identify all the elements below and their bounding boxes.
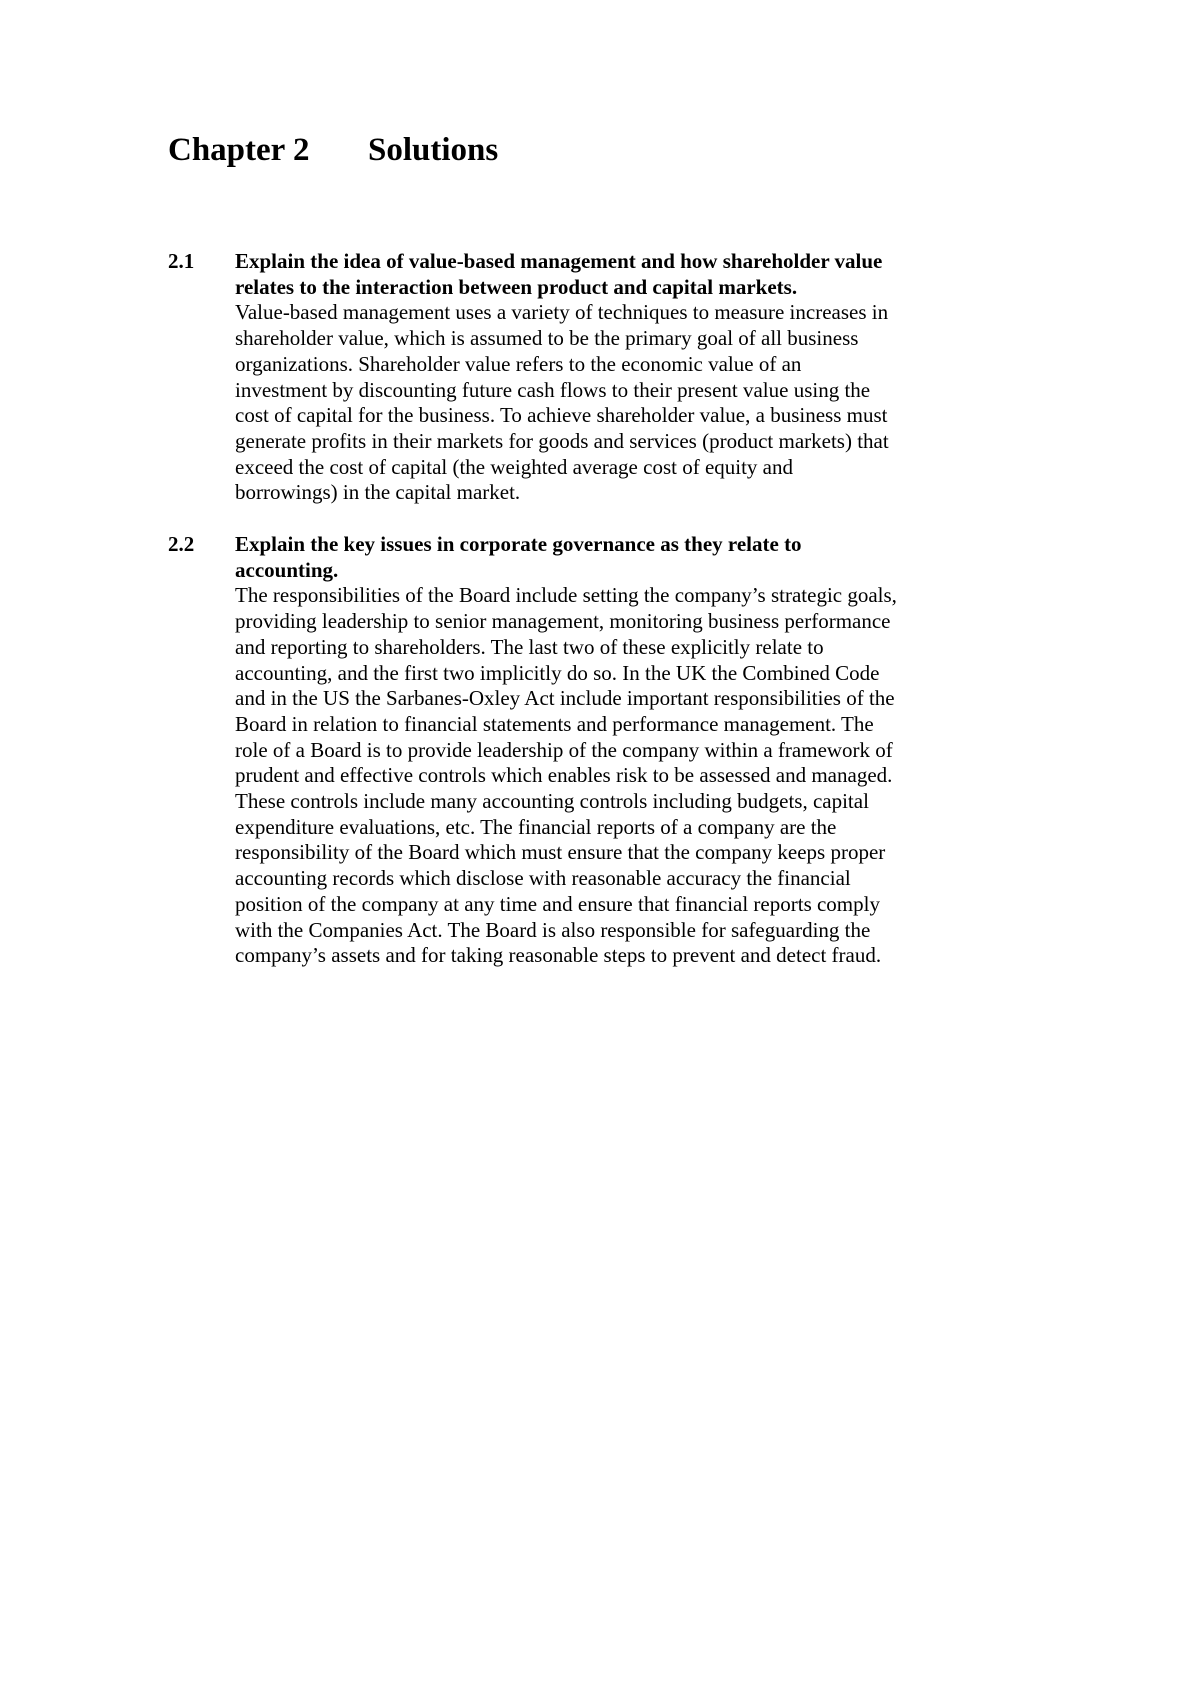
section-number: 2.2 — [168, 532, 195, 556]
answer-line: company’s assets and for taking reasonable steps to prevent and detect fraud. — [235, 943, 882, 968]
answer-line: providing leadership to senior management, monitoring business performance — [235, 609, 891, 634]
answer-line: borrowings) in the capital market. — [235, 480, 521, 505]
answer-line: investment by discounting future cash flows to their present value using the — [235, 377, 871, 402]
section-body — [235, 532, 1068, 969]
question-line: accounting. — [235, 557, 339, 582]
chapter-title: Solutions — [368, 132, 499, 168]
answer-line: position of the company at any time and ensure that financial reports comply — [235, 891, 880, 916]
answer-line: exceed the cost of capital (the weighted average cost of equity and — [235, 454, 794, 479]
answer-line: prudent and effective controls which enables risk to be assessed and managed. — [235, 763, 893, 788]
answer-line: The responsibilities of the Board include setting the company’s strategic goals, — [235, 583, 897, 608]
answer-line: Value-based management uses a variety of techniques to measure increases in — [235, 300, 889, 325]
answer-line: responsibility of the Board which must ensure that the company keeps proper — [235, 840, 886, 865]
answer-line: organizations. Shareholder value refers to the economic value of an — [235, 351, 802, 376]
answer-line: cost of capital for the business. To achieve shareholder value, a business must — [235, 403, 888, 428]
answer-line: Board in relation to financial statements and performance management. The — [235, 711, 874, 736]
answer-line: shareholder value, which is assumed to be the primary goal of all business — [235, 326, 859, 351]
answer-line: accounting, and the first two implicitly do so. In the UK the Combined Code — [235, 660, 880, 685]
answer-line: These controls include many accounting controls including budgets, capital — [235, 789, 869, 814]
section-2-1 — [168, 249, 1068, 506]
question-line: relates to the interaction between product and capital markets. — [235, 274, 798, 299]
answer-line: generate profits in their markets for goods and services (product markets) that — [235, 428, 889, 453]
answer-line: and reporting to shareholders. The last two of these explicitly relate to — [235, 634, 824, 659]
answer-line: with the Companies Act. The Board is also responsible for safeguarding the — [235, 917, 871, 942]
answer-line: role of a Board is to provide leadership of the company within a framework of — [235, 737, 893, 762]
question-line: Explain the idea of value-based management and how shareholder value — [235, 249, 883, 273]
answer-line: expenditure evaluations, etc. The financial reports of a company are the — [235, 814, 837, 839]
question-line: Explain the key issues in corporate governance as they relate to — [235, 532, 802, 556]
chapter-label: Chapter 2 — [168, 132, 310, 168]
section-2-2 — [168, 532, 1068, 969]
section-body — [235, 249, 1068, 506]
section-number: 2.1 — [168, 249, 195, 273]
chapter-heading — [168, 132, 499, 169]
answer-line: and in the US the Sarbanes-Oxley Act include important responsibilities of the — [235, 686, 895, 711]
answer-line: accounting records which disclose with reasonable accuracy the financial — [235, 866, 851, 891]
